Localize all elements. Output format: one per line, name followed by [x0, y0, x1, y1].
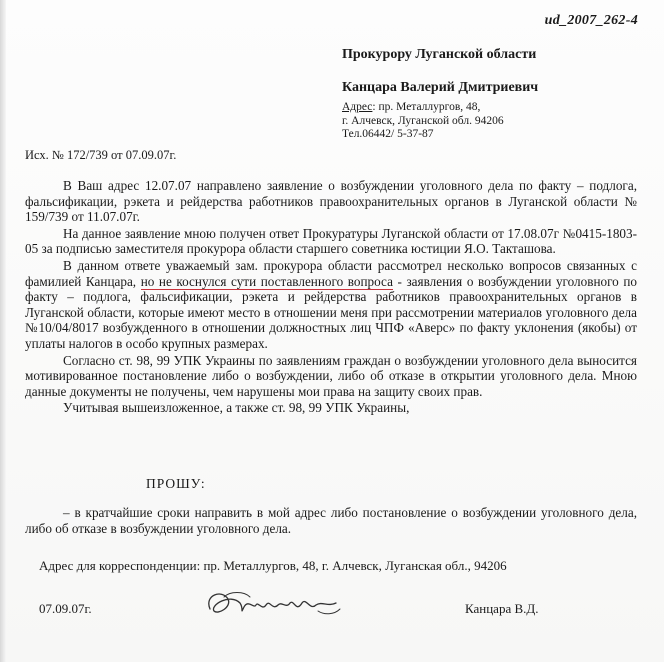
sender-phone: Тел.06442/ 5-37-87 — [342, 128, 434, 140]
sender-address — [342, 101, 642, 142]
letter-date: 07.09.07г. — [39, 601, 92, 616]
outgoing-number: Исх. № 172/739 от 07.09.07г. — [25, 148, 177, 162]
address-label: Адрес — [342, 101, 373, 113]
paragraph-4: Согласно ст. 98, 99 УПК Украины по заявлениям граждан о возбуждении уголовного дела выносится мотивированное постановление либо о возбуждении, либо об отказе в открытии уголовного дела. Мною данные документы не получены, чем нарушены мои права на защиту своих прав. — [25, 352, 637, 399]
sender-name: Канцара Валерий Дмитриевич — [342, 80, 539, 95]
paragraph-3 — [25, 258, 637, 352]
signatory-name: Канцара В.Д. — [465, 601, 539, 616]
paragraph-2: На данное заявление мною получен ответ Прокуратуры Луганской области от 17.08.07г №0415-1803-05 за подписью заместителя прокурора области старшего советника юстиции Я.О. Такташова. — [25, 225, 637, 257]
request-text: – в кратчайшие сроки направить в мой адрес либо постановление о возбуждении уголовного дела, либо об отказе в возбуждении уголовного дела. — [25, 505, 637, 536]
correspondence-address: Адрес для корреспонденции: пр. Металлургов, 48, г. Алчевск, Луганская обл., 94206 — [39, 558, 507, 573]
paragraph-1: В Ваш адрес 12.07.07 направлено заявление о возбуждении уголовного дела по факту – подлога, фальсификации, рэкета и рейдерства работников правоохранительных органов в Луганской области № 159/739 от 11.07.07г. — [25, 178, 637, 225]
paragraph-3-start: В данном ответе уважаемый зам. прокурора области рассмотрел несколько вопросов связанных с фамилией Канцара, — [25, 257, 637, 289]
paragraph-5: Учитывая вышеизложенное, а также ст. 98, 99 УПК Украины, — [63, 400, 410, 416]
recipient: Прокурору Луганской области — [342, 47, 537, 62]
address-text: : пр. Металлургов, 48, — [372, 101, 481, 113]
address-line-2: г. Алчевск, Луганской обл. 94206 — [342, 114, 504, 127]
page-edge-shadow — [0, 0, 6, 662]
handwritten-signature — [200, 585, 350, 625]
request-heading: ПРОШУ: — [146, 476, 206, 491]
letter-header — [342, 47, 642, 142]
paragraph-3-end: - заявления о возбуждении уголовного по факту – подлога, фальсификации, рэкета и рейдерства работников правоохранительных органов в Луганской области, которые имеют место в отношении меня при рассмотрении материалов уголовного дела №10/04/8017 возбужденного в отношении должностных лиц ЧПФ «Аверс» по факту уклонения (якобы) от уплаты налогов в особо крупных размерах. — [25, 273, 637, 351]
letter-body — [25, 178, 637, 416]
address-line-1 — [342, 101, 642, 115]
underlined-phrase: но не коснулся сути поставленного вопроса — [140, 273, 393, 289]
document-reference: ud_2007_262-4 — [544, 13, 638, 28]
